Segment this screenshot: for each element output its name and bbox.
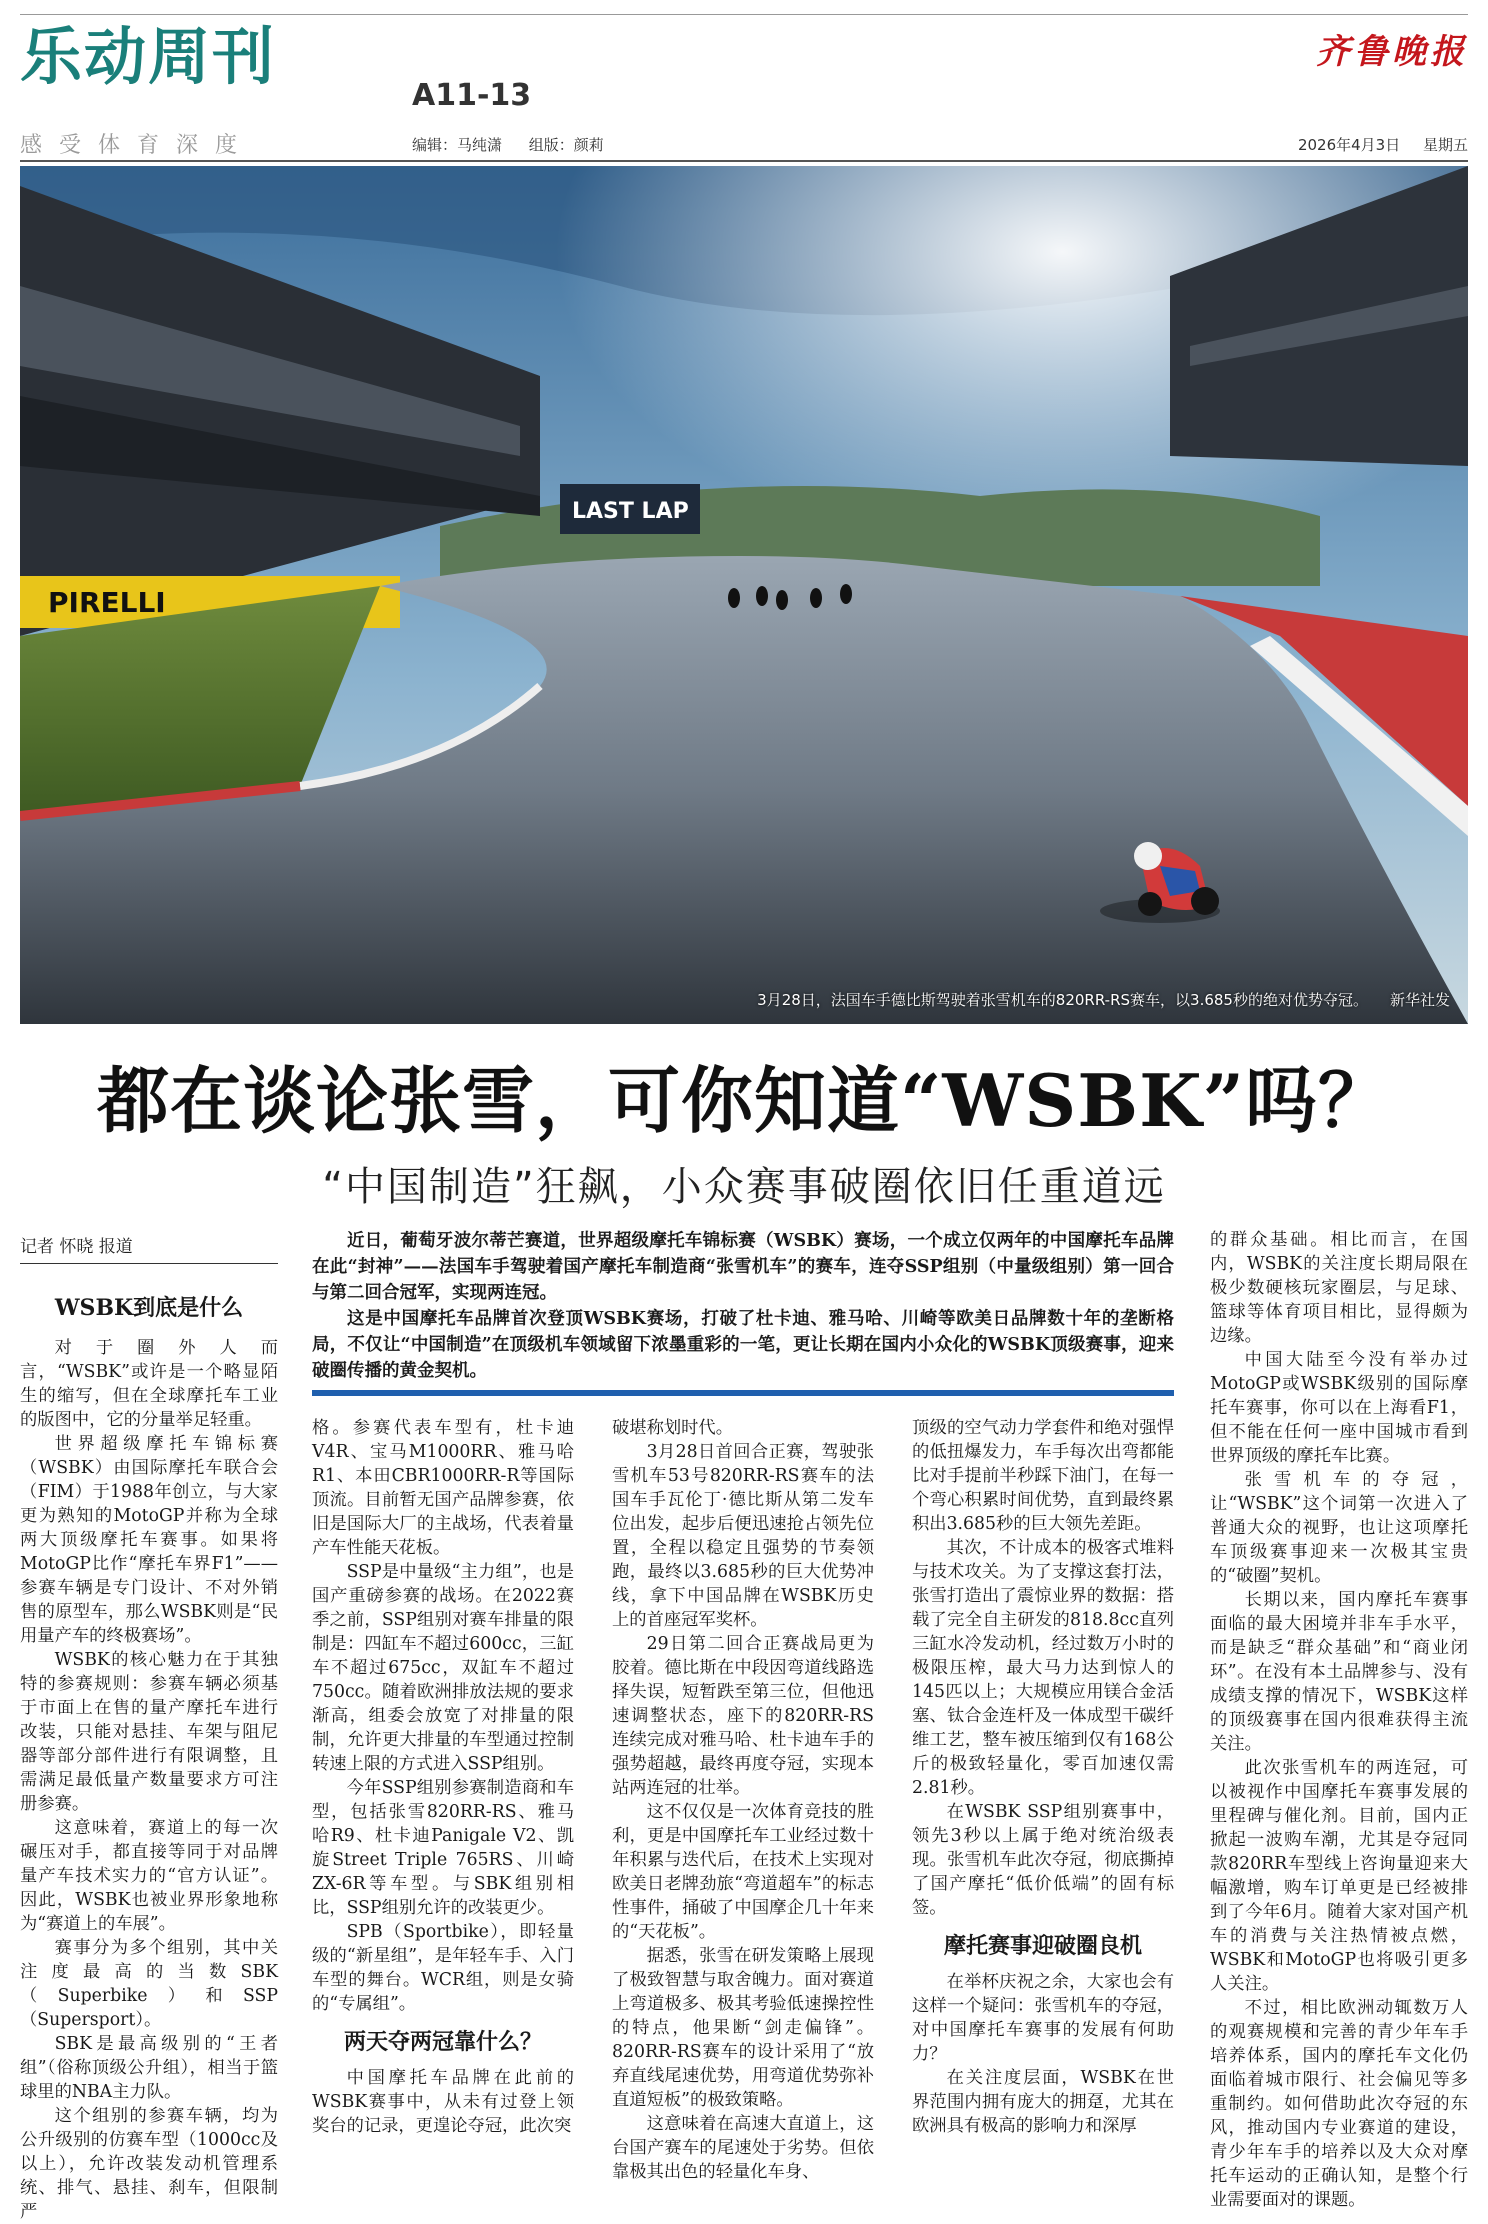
layout-name: 组版：颜莉	[528, 136, 604, 154]
paragraph: 赛事分为多个组别，其中关注度最高的当数SBK（Superbike）和SSP（Supersport）。	[20, 1938, 278, 2030]
race-photo	[20, 166, 1468, 1024]
paragraph: 在举杯庆祝之余，大家也会有这样一个疑问：张雪机车的夺冠，对中国摩托车赛事的发展有何助力？	[912, 1972, 1174, 2064]
paragraph: SBK是最高级别的“王者组”（俗称顶级公升组），相当于篮球里的NBA主力队。	[20, 2034, 278, 2102]
lede-paragraph: 近日，葡萄牙波尔蒂芒赛道，世界超级摩托车锦标赛（WSBK）赛场，一个成立仅两年的中国摩托车品牌在此“封神”——法国车手驾驶着国产摩托车制造商“张雪机车”的赛车，连夺SSP组别（中量级组别）第一回合与第二回合冠军，实现两连冠。	[312, 1231, 1174, 1303]
tagline: 感受体育深度	[20, 133, 255, 158]
paragraph: 据悉，张雪在研发策略上展现了极致智慧与取舍魄力。面对赛道上弯道极多、极其考验低速操控性的特点，他果断“剑走偏锋”。820RR-RS赛车的设计采用了“放弃直线尾速优势，用弯道优势弥补直道短板”的极致策略。	[612, 1946, 874, 2110]
page-code: A11-13	[412, 78, 532, 113]
paragraph: 破堪称划时代。	[612, 1418, 733, 1438]
paragraph: 3月28日首回合正赛，驾驶张雪机车53号820RR-RS赛车的法国车手瓦伦丁·德比斯从第二发车位出发，起步后便迅速抢占领先位置，全程以稳定且强势的节奏领跑，最终以3.685秒的巨大优势冲线，拿下中国品牌在WSBK历史上的首座冠军奖杯。	[612, 1442, 874, 1630]
paragraph: 这个组别的参赛车辆，均为公升级别的仿赛车型（1000cc及以上），允许改装发动机管理系统、排气、悬挂、刹车，但限制严	[20, 2106, 278, 2222]
section-heading-breakout: 摩托赛事迎破圈良机	[943, 1933, 1142, 1959]
banner-brand-text: PIRELLI	[48, 586, 166, 619]
column-5	[1210, 1228, 1468, 2212]
editor-name: 编辑：马纯潇	[412, 136, 503, 154]
issue-date: 2026年4月3日	[1297, 136, 1401, 154]
paragraph: 中国大陆至今没有举办过MotoGP或WSBK级别的国际摩托车赛事，你可以在上海看F1，但不能在任何一座中国城市看到世界顶级的摩托车比赛。	[1210, 1350, 1468, 1466]
paragraph: 长期以来，国内摩托车赛事面临的最大困境并非车手水平，而是缺乏“群众基础”和“商业闭环”。在没有本土品牌参与、没有成绩支撑的情况下，WSBK这样的顶级赛事在国内很难获得主流关注。	[1210, 1590, 1468, 1754]
photo-caption	[757, 989, 1450, 1010]
paragraph: 在关注度层面，WSBK在世界范围内拥有庞大的拥趸，尤其在欧洲具有极高的影响力和深厚	[912, 2068, 1174, 2136]
caption-text: 3月28日，法国车手德比斯驾驶着张雪机车的820RR-RS赛车，以3.685秒的绝对优势夺冠。	[757, 991, 1368, 1009]
paragraph: 在WSBK SSP组别赛事中，领先3秒以上属于绝对统治级表现。张雪机车此次夺冠，彻底撕掉了国产摩托“低价低端”的固有标签。	[912, 1802, 1174, 1918]
column-1	[20, 1296, 278, 2224]
paragraph: 29日第二回合正赛战局更为胶着。德比斯在中段因弯道线路选择失误，短暂跌至第三位，但他迅速调整状态，座下的820RR-RS连续完成对雅马哈、杜卡迪车手的强势超越，最终再度夺冠，实现本站两连冠的壮举。	[612, 1634, 874, 1798]
lede-paragraph: 这是中国摩托车品牌首次登顶WSBK赛场，打破了杜卡迪、雅马哈、川崎等欧美日品牌数十年的垄断格局，不仅让“中国制造”在顶级机车领域留下浓墨重彩的一笔，更让长期在国内小众化的WSBK顶级赛事，迎来破圈传播的黄金契机。	[312, 1309, 1174, 1381]
last-lap-sign: LAST LAP	[572, 499, 689, 524]
editor-credits	[412, 134, 626, 155]
paragraph: 张雪机车的夺冠，让“WSBK”这个词第一次进入了普通大众的视野，也让这项摩托车顶级赛事迎来一次极其宝贵的“破圈”契机。	[1210, 1470, 1468, 1586]
race-track-illustration	[20, 166, 1468, 1024]
newspaper-logo: 齐鲁晚报	[1316, 32, 1468, 72]
photo-credit: 新华社发	[1389, 991, 1450, 1009]
column-2	[312, 1416, 574, 2138]
paragraph: 其次，不计成本的极客式堆料与技术攻关。为了支撑这套打法，张雪打造出了震惊业界的数据：搭载了完全自主研发的818.8cc直列三缸水冷发动机，经过数万小时的极限压榨，最大马力达到惊人的145匹以上；大规模应用镁合金活塞、钛合金连杆及一体成型干碳纤维工艺，整车被压缩到仅有168公斤的极致轻量化，零百加速仅需2.81秒。	[912, 1538, 1174, 1798]
paragraph: 中国摩托车品牌在此前的WSBK赛事中，从未有过登上领奖台的记录，更遑论夺冠，此次突	[312, 2068, 574, 2136]
paragraph: 这意味着在高速大直道上，这台国产赛车的尾速处于劣势。但依靠极其出色的轻量化车身、	[612, 2114, 874, 2182]
paragraph: 格。参赛代表车型有，杜卡迪V4R、宝马M1000RR、雅马哈R1、本田CBR1000RR-R等国际顶流。目前暂无国产品牌参赛，依旧是国际大厂的主战场，代表着量产车性能天花板。	[312, 1418, 574, 1558]
paragraph: WSBK的核心魅力在于其独特的参赛规则：参赛车辆必须基于市面上在售的量产摩托车进行改装，只能对悬挂、车架与阻尼器等部分部件进行有限调整，且需满足最低量产数量要求方可注册参赛。	[20, 1650, 278, 1814]
article-lede	[312, 1228, 1174, 1384]
article-subheadline: “中国制造”狂飙，小众赛事破圈依旧任重道远	[322, 1164, 1166, 1210]
column-4	[912, 1416, 1174, 2138]
top-rule	[20, 14, 1468, 15]
dateline	[1280, 134, 1468, 155]
paragraph: 世界超级摩托车锦标赛（WSBK）由国际摩托车联合会（FIM）于1988年创立，与大家更为熟知的MotoGP并称为全球两大顶级摩托车赛事。如果将MotoGP比作“摩托车界F1”——参赛车辆是专门设计、不对外销售的原型车，那么WSBK则是“民用量产车的终极赛场”。	[20, 1434, 278, 1646]
paragraph: SSP是中量级“主力组”，也是国产重磅参赛的战场。在2022赛季之前，SSP组别对赛车排量的限制是：四缸车不超过600cc，三缸车不超过675cc，双缸车不超过750cc。随着欧洲排放法规的要求渐高，组委会放宽了对排量的限制，允许更大排量的车型通过控制转速上限的方式进入SSP组别。	[312, 1562, 574, 1774]
article-headline: 都在谈论张雪，可你知道“WSBK”吗？	[96, 1058, 1392, 1143]
header-rule	[20, 160, 1468, 162]
lede-rule	[312, 1390, 1174, 1396]
paragraph: 这意味着，赛道上的每一次碾压对手，都直接等同于对品牌量产车技术实力的“官方认证”。因此，WSBK也被业界形象地称为“赛道上的车展”。	[20, 1818, 278, 1934]
paragraph: 不过，相比欧洲动辄数万人的观赛规模和完善的青少年车手培养体系，国内的摩托车文化仍面临着城市限行、社会偏见等多重制约。如何借助此次夺冠的东风，推动国内专业赛道的建设，青少年车手的培养以及大众对摩托车运动的正确认知，是整个行业需要面对的课题。	[1210, 1998, 1468, 2210]
section-heading-two-titles: 两天夺两冠靠什么？	[343, 2029, 542, 2055]
column-3	[612, 1416, 874, 2184]
paragraph: 此次张雪机车的两连冠，可以被视作中国摩托车赛事发展的里程碑与催化剂。目前，国内正掀起一波购车潮，尤其是夺冠同款820RR车型线上咨询量迎来大幅激增，购车订单更是已经被排到了今年6月。随着大家对国产机车的消费与关注热情被点燃，WSBK和MotoGP也将吸引更多人关注。	[1210, 1758, 1468, 1994]
masthead-title: 乐动周刊	[20, 20, 277, 93]
issue-weekday: 星期五	[1422, 136, 1468, 154]
paragraph: 对于圈外人而言，“WSBK”或许是一个略显陌生的缩写，但在全球摩托车工业的版图中，它的分量举足轻重。	[20, 1338, 278, 1430]
paragraph: 的群众基础。相比而言，在国内，WSBK的关注度长期局限在极少数硬核玩家圈层，与足球、篮球等体育项目相比，显得颇为边缘。	[1210, 1230, 1468, 1346]
paragraph: 今年SSP组别参赛制造商和车型，包括张雪820RR-RS、雅马哈R9、杜卡迪Panigale V2、凯旋Street Triple 765RS、川崎ZX-6R等车型。与SBK组别相比，SSP组别允许的改装更少。	[312, 1778, 574, 1918]
paragraph: 顶级的空气动力学套件和绝对强悍的低扭爆发力，车手每次出弯都能比对手提前半秒踩下油门，在每一个弯心积累时间优势，直到最终累积出3.685秒的巨大领先差距。	[912, 1418, 1174, 1534]
section-heading-what-is-wsbk: WSBK到底是什么	[54, 1295, 244, 1321]
byline: 记者 怀晓 报道	[20, 1232, 278, 1264]
paragraph: SPB（Sportbike），即轻量级的“新星组”，是年轻车手、入门车型的舞台。WCR组，则是女骑的“专属组”。	[312, 1922, 574, 2014]
paragraph: 这不仅仅是一次体育竞技的胜利，更是中国摩托车工业经过数十年积累与迭代后，在技术上实现对欧美日老牌劲旅“弯道超车”的标志性事件，捅破了中国摩企几十年来的“天花板”。	[612, 1802, 874, 1942]
